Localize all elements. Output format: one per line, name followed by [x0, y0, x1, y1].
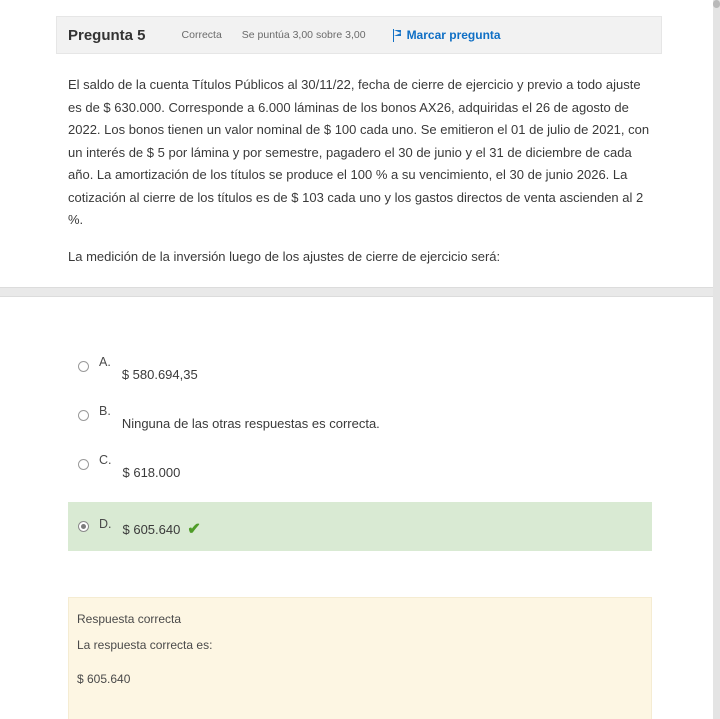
check-icon: ✔	[187, 520, 201, 538]
answer-options	[68, 355, 652, 551]
radio-icon[interactable]	[78, 459, 89, 470]
question-paragraph: La medición de la inversión luego de los ajustes de cierre de ejercicio será:	[68, 248, 501, 264]
feedback-box	[68, 597, 652, 719]
feedback-value: $ 605.640	[77, 672, 131, 686]
answer-text: $ 605.640	[122, 522, 181, 537]
scrollbar-thumb[interactable]	[713, 0, 720, 8]
answer-text: $ 618.000	[122, 465, 181, 480]
answer-letter: D.	[99, 516, 112, 531]
answer-option-a[interactable]	[68, 355, 652, 404]
answer-letter: A.	[99, 355, 111, 369]
vertical-scrollbar[interactable]	[713, 0, 720, 719]
question-header	[56, 16, 662, 54]
question-text	[68, 74, 656, 268]
flag-icon	[392, 29, 403, 42]
answer-text: Ninguna de las otras respuestas es correcta.	[121, 416, 380, 431]
answer-option-d[interactable]	[68, 502, 652, 551]
flag-question-button[interactable]	[392, 28, 501, 42]
question-grade: Se puntúa 3,00 sobre 3,00	[241, 29, 366, 41]
radio-icon[interactable]	[78, 410, 89, 421]
flag-question-label: Marcar pregunta	[406, 28, 501, 42]
question-paragraph: El saldo de la cuenta Títulos Públicos al 30/11/22, fecha de cierre de ejercicio y previo a todo ajuste es de $ 630.000. Corresponde a 6.000 láminas de los bonos AX26, adquiridas el 26 de agosto de 2022. Los bonos tienen un valor nominal de $ 100 cada uno. Se emitieron el 01 de julio de 2021, con un interés de $ 5 por lámina y por semestre, pagadero el 30 de junio y el 31 de diciembre de cada año. La amortización de los títulos se produce el 100 % a su vencimiento, el 30 de junio 2026. La cotización al cierre de los títulos es de $ 103 cada uno y los gastos directos de venta ascienden al 2 %.	[68, 77, 650, 227]
question-number: Pregunta 5	[68, 26, 146, 44]
radio-icon[interactable]	[78, 361, 89, 372]
answer-letter: C.	[99, 453, 112, 467]
question-state: Correcta	[181, 29, 222, 41]
feedback-lead: La respuesta correcta es:	[77, 638, 213, 652]
answer-option-b[interactable]	[68, 404, 652, 453]
answer-text: $ 580.694,35	[121, 367, 198, 382]
feedback-title: Respuesta correcta	[77, 612, 182, 626]
answer-option-c[interactable]	[68, 453, 652, 502]
answer-letter: B.	[99, 404, 111, 418]
radio-icon-selected[interactable]	[78, 521, 89, 532]
question-card	[0, 0, 713, 288]
answers-card	[0, 296, 713, 719]
